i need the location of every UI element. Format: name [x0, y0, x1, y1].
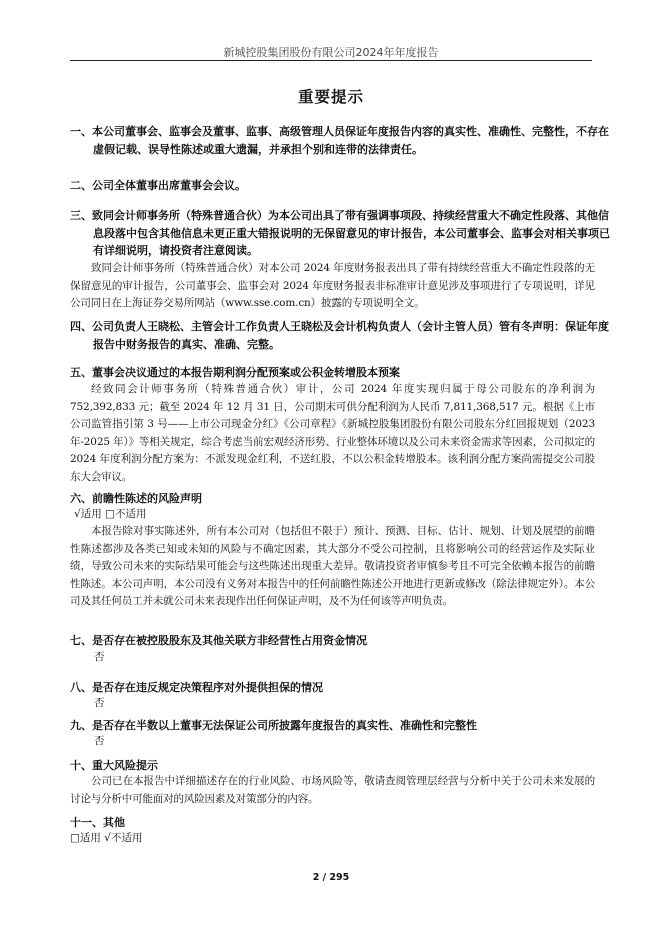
- running-header: 新城控股集团股份有限公司2024年年度报告: [223, 46, 439, 59]
- section-6-applicability: √适用 □不适用: [74, 508, 147, 520]
- section-9-answer: 否: [94, 735, 105, 747]
- page-number: 2 / 295: [312, 872, 350, 883]
- section-3-body: [70, 260, 595, 313]
- section-9-heading: 九、是否存在半数以上董事无法保证公司所披露年度报告的真实性、准确性和完整性: [70, 719, 477, 732]
- section-11-applicability: □适用 √不适用: [70, 832, 143, 844]
- section-10-paragraph: 公司已在本报告中详细描述存在的行业风险、市场风险等，敬请查阅管理层经营与分析中关于公司未来发展的讨论与分析中可能面对的风险因素及对策部分的内容。: [70, 775, 595, 805]
- section-5-body: [70, 381, 595, 486]
- header-divider: [70, 60, 592, 61]
- section-6-heading: 六、前瞻性陈述的风险声明: [70, 492, 202, 505]
- section-8-answer: 否: [94, 697, 105, 709]
- section-7-heading: 七、是否存在被控股股东及其他关联方非经营性占用资金情况: [70, 634, 367, 647]
- section-3-heading: 三、致同会计师事务所（特殊普通合伙）为本公司出具了带有强调事项段、持续经营重大不确定性段落、其他信息段落中包含其他信息未更正重大错报说明的无保留意见的审计报告，本公司董事会、监事会对相关事项已有详细说明，请投资者注意阅读。: [70, 209, 610, 257]
- page-title: 重要提示: [297, 88, 364, 106]
- section-10-heading: 十、重大风险提示: [70, 759, 158, 772]
- section-5-heading: 五、董事会决议通过的本报告期利润分配预案或公积金转增股本预案: [70, 366, 400, 379]
- section-3-paragraph: 致同会计师事务所（特殊普通合伙）对本公司 2024 年度财务报表出具了带有持续经营重大不确定性段落的无保留意见的审计报告，公司董事会、监事会对 2024 年度财务报表非标准审计意见涉及事项进行了专项说明，详见公司同日在上海证券交易所网站（www.sse.com.cn）披露的专项说明全文。: [70, 262, 595, 309]
- section-2-heading: 二、公司全体董事出席董事会会议。: [70, 179, 246, 192]
- section-8-heading: 八、是否存在违反规定决策程序对外提供担保的情况: [70, 681, 323, 694]
- section-5-paragraph: 经致同会计师事务所（特殊普通合伙）审计，公司 2024 年度实现归属于母公司股东的净利润为 752,392,833 元；截至 2024 年 12 月 31 日，公司期末可供分配利润为人民币 7,811,368,517 元。根据《上市公司监管指引第 3 号——上市公司现金分红》《公司章程》《新城控股集团股份有限公司股东分红回报规划（2023 年-2025 年）》等相关规定，综合考虑当前宏观经济形势、行业整体环境以及公司未来资金需求等因素，公司拟定的 2024 年度利润分配方案为：不派发现金红利，不送红股，不以公积金转增股本。该利润分配方案尚需提交公司股东大会审议。: [70, 383, 595, 483]
- section-11-heading: 十一、其他: [70, 816, 125, 829]
- section-10-body: [70, 773, 595, 808]
- section-1-heading: 一、本公司董事会、监事会及董事、监事、高级管理人员保证年度报告内容的真实性、准确性、完整性，不存在虚假记载、误导性陈述或重大遗漏，并承担个别和连带的法律责任。: [70, 125, 609, 156]
- section-6-paragraph: 本报告除对事实陈述外，所有本公司对（包括但不限于）预计、预测、目标、估计、规划、计划及展望的前瞻性陈述都涉及各类已知或未知的风险与不确定因素，其大部分不受公司控制，且将影响公司的经营运作及实际业绩，导致公司未来的实际结果可能会与这些陈述出现重大差异。敬请投资者审慎参考且不可完全依赖本报告的前瞻性陈述。本公司声明，本公司没有义务对本报告中的任何前瞻性陈述公开地进行更新或修改（除法律规定外）。本公司及其任何员工并未就公司未来表现作出任何保证声明，及不为任何该等声明负责。: [70, 525, 595, 607]
- section-4-heading: 四、公司负责人王晓松、主管会计工作负责人王晓松及会计机构负责人（会计主管人员）管有冬声明：保证年度报告中财务报告的真实、准确、完整。: [70, 320, 609, 351]
- section-7-answer: 否: [94, 651, 105, 663]
- section-6-body: [70, 523, 595, 611]
